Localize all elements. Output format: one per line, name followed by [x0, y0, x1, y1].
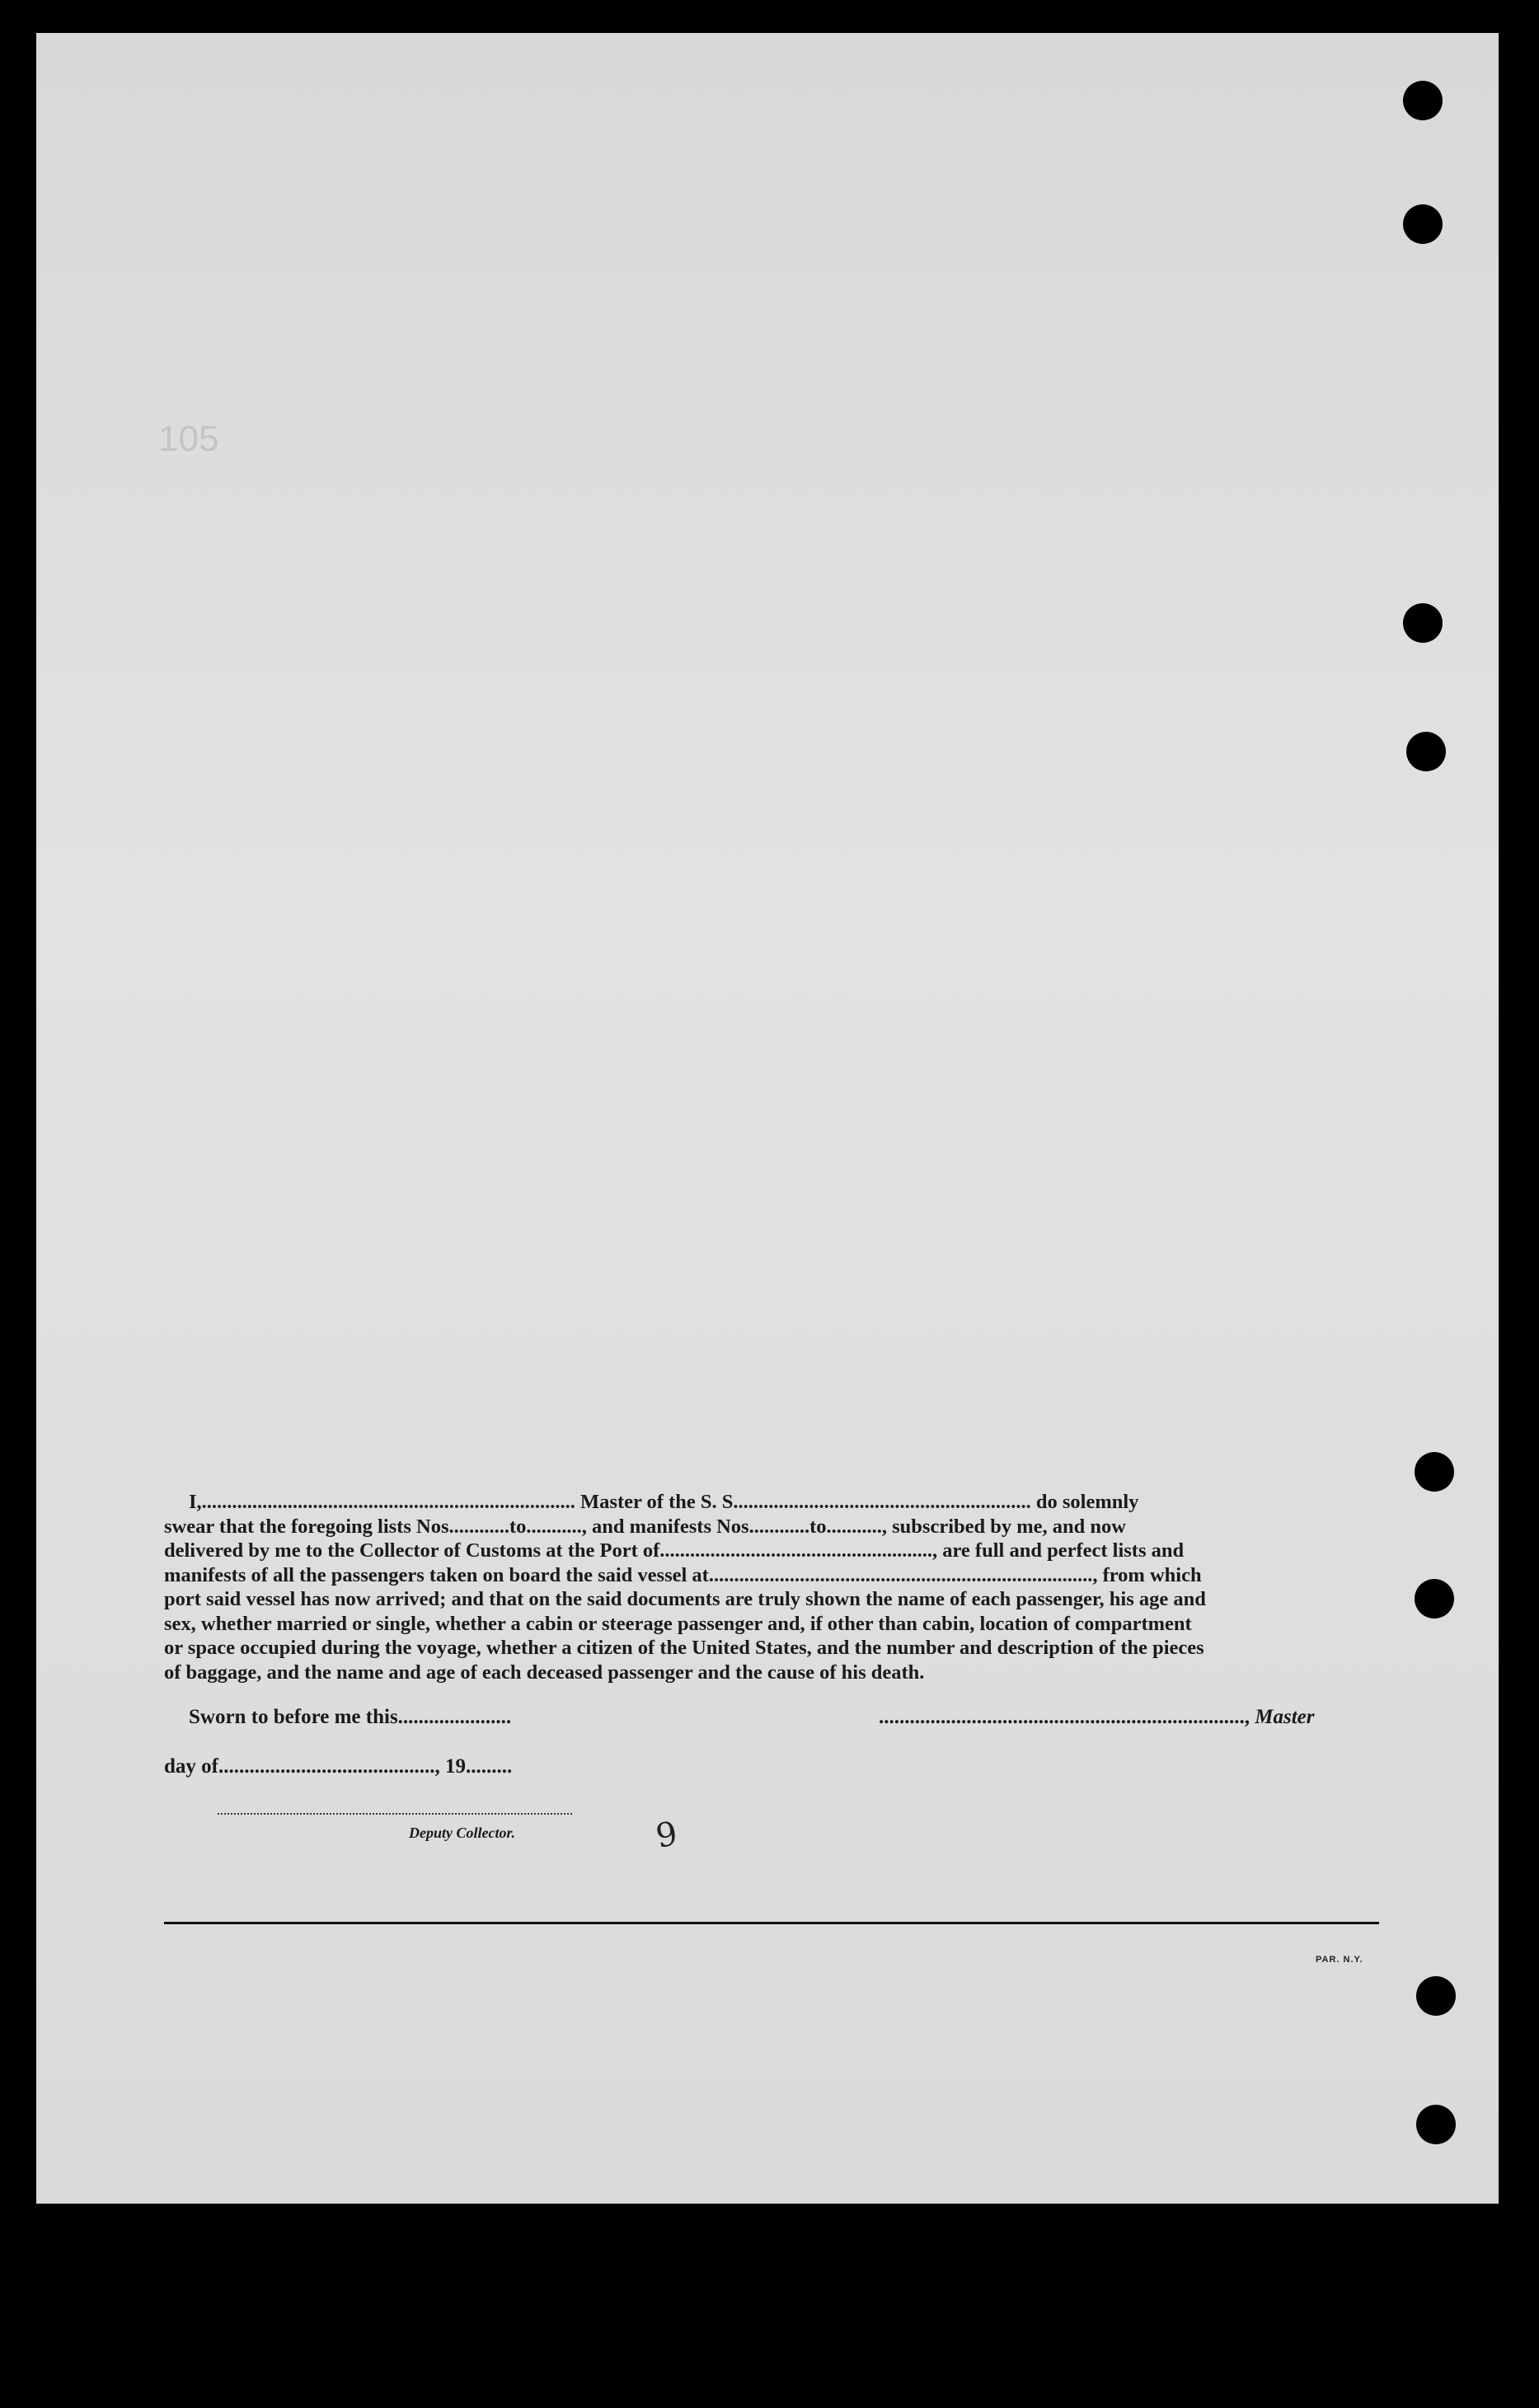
punch-hole — [1415, 1452, 1454, 1492]
oath-line: sex, whether married or single, whether a cabin or steerage passenger and, if other than cabin, location of compartment — [164, 1612, 1192, 1635]
deputy-signature-line — [218, 1813, 572, 1815]
punch-hole — [1403, 603, 1443, 643]
punch-hole — [1416, 1976, 1456, 2016]
punch-hole — [1403, 81, 1443, 120]
oath-line: port said vessel has now arrived; and that on the said documents are truly shown the name of each passenger, his age and — [164, 1588, 1206, 1610]
oath-line: I,.......................................................................... Master of the S. S........................................................... do solemnly — [189, 1491, 1139, 1513]
oath-line: manifests of all the passengers taken on board the said vessel at............................................................................, from which — [164, 1563, 1202, 1586]
printer-mark: PAR. N.Y. — [1316, 1955, 1363, 1965]
oath-line: of baggage, and the name and age of each deceased passenger and the cause of his death. — [164, 1661, 925, 1684]
master-dots: ......................................................................., — [879, 1706, 1250, 1728]
document-page — [36, 33, 1499, 2204]
horizontal-rule — [164, 1922, 1379, 1924]
punch-hole — [1403, 204, 1443, 244]
sworn-label: Sworn to before me this...................... — [189, 1706, 512, 1728]
oath-line: or space occupied during the voyage, whether a citizen of the United States, and the number and description of the pieces — [164, 1637, 1204, 1659]
oath-line: swear that the foregoing lists Nos............to..........., and manifests Nos............to..........., subscribed by me, and now — [164, 1515, 1126, 1538]
day-label: day of.........................................., 19......... — [164, 1755, 513, 1778]
faint-bleedthrough-number: 105 — [158, 419, 219, 459]
punch-hole — [1415, 1579, 1454, 1619]
oath-paragraph — [164, 1490, 1382, 1684]
master-label: Master — [1255, 1706, 1315, 1728]
punch-hole — [1406, 732, 1446, 771]
punch-hole — [1416, 2105, 1456, 2144]
master-signature-line — [879, 1706, 1314, 1729]
oath-line: delivered by me to the Collector of Customs at the Port of......................................................, are full and perfect lists and — [164, 1539, 1185, 1562]
handwritten-mark: 9 — [653, 1815, 681, 1856]
deputy-collector-label: Deputy Collector. — [409, 1825, 515, 1841]
